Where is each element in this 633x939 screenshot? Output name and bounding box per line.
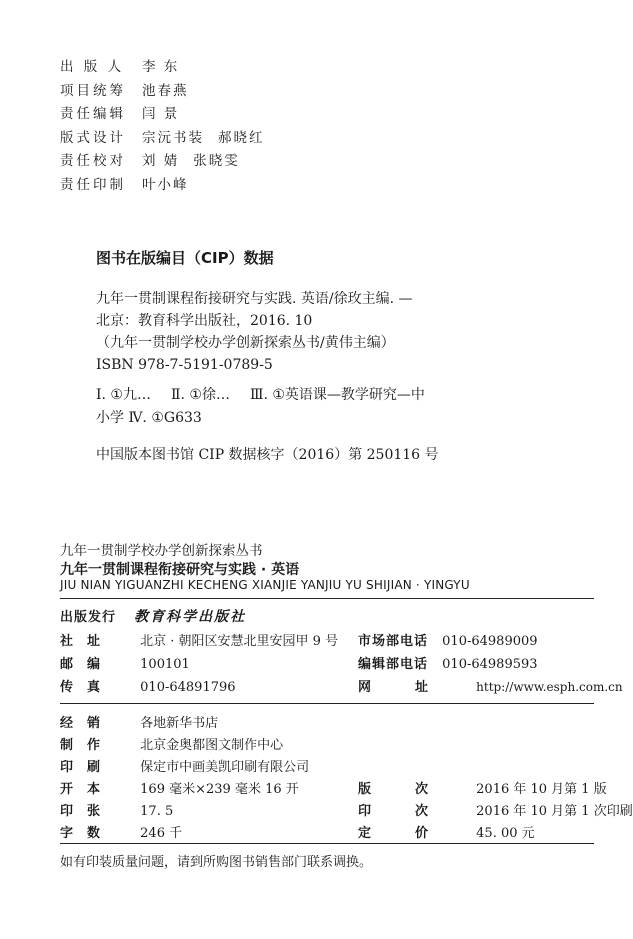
format-label: 开本 <box>60 782 115 797</box>
publisher-logo: 教育科学出版社 <box>134 609 247 625</box>
credit-name: 叶小峰 <box>142 176 189 193</box>
edition-value: 2016 年 10 月第 1 版 <box>476 782 607 797</box>
series-title: 九年一贯制学校办学创新探索丛书 <box>60 543 263 559</box>
production-value: 北京金奥都图文制作中心 <box>140 738 284 753</box>
book-title-pinyin: JIU NIAN YIGUANZHI KECHENG XIANJIE YANJIU YU SHIJIAN · YINGYU <box>60 578 470 592</box>
class-iii: Ⅲ. ①英语课—教学研究—中 <box>249 387 425 403</box>
printer-row <box>60 756 309 775</box>
market-phone-label: 市场部电话 <box>358 634 429 649</box>
sheets-row <box>60 800 173 819</box>
format-row <box>60 778 299 797</box>
editorial-phone-value: 010-64989593 <box>442 657 538 672</box>
quality-note: 如有印装质量问题，请到所购图书销售部门联系调换。 <box>60 855 373 870</box>
sheets-value: 17. 5 <box>140 804 174 819</box>
printing-value: 2016 年 10 月第 1 次印刷 <box>476 804 633 819</box>
class-ii: Ⅱ. ①徐… <box>170 387 230 403</box>
words-value: 246 千 <box>140 826 183 841</box>
cip-line: 北京：教育科学出版社，2016. 10 <box>96 313 313 329</box>
credit-row <box>60 80 279 104</box>
website-row <box>358 676 623 695</box>
words-row <box>60 822 182 841</box>
cip-line: （九年一贯制学校办学创新探索丛书/黄伟主编） <box>96 335 395 351</box>
address-row <box>60 630 338 649</box>
website-value: http://www.esph.com.cn <box>476 680 623 694</box>
sheets-label: 印张 <box>60 804 115 819</box>
cip-heading: 图书在版编目（CIP）数据 <box>96 249 274 267</box>
postcode-label: 邮编 <box>60 657 115 672</box>
price-row <box>358 822 535 841</box>
printer-value: 保定市中画美凯印刷有限公司 <box>140 760 310 775</box>
distributor-value: 各地新华书店 <box>140 716 219 731</box>
price-label: 定价 <box>358 826 473 841</box>
postcode-value: 100101 <box>140 657 190 672</box>
fax-row <box>60 676 236 695</box>
printing-label: 印次 <box>358 804 473 819</box>
credit-row <box>60 174 279 198</box>
production-label: 制作 <box>60 738 115 753</box>
website-label: 网址 <box>358 680 473 695</box>
printer-label: 印刷 <box>60 760 115 775</box>
credit-role: 责任编辑 <box>60 106 126 123</box>
book-title: 九年一贯制课程衔接研究与实践 · 英语 <box>60 562 300 578</box>
market-phone-value: 010-64989009 <box>442 634 538 649</box>
cip-check-number: 中国版本图书馆 CIP 数据核字（2016）第 250116 号 <box>96 447 439 463</box>
cip-classification <box>96 384 445 430</box>
credit-row <box>60 150 279 174</box>
printing-row <box>358 800 633 819</box>
distributor-label: 经销 <box>60 716 115 731</box>
credit-role: 出 版 人 <box>60 59 125 75</box>
credit-name: 张晓雯 <box>193 153 240 170</box>
credit-name: 宗沅书装 <box>142 129 204 146</box>
credit-name: 刘 婧 <box>142 153 180 170</box>
cip-line: 九年一贯制课程衔接研究与实践. 英语/徐玫主编. — <box>96 291 413 307</box>
market-phone-row <box>358 630 538 649</box>
divider-bottom <box>60 843 594 844</box>
fax-label: 传真 <box>60 680 115 695</box>
cip-record <box>96 288 413 376</box>
postcode-row <box>60 653 190 672</box>
cip-line: ISBN 978-7-5191-0789-5 <box>96 357 273 373</box>
credit-name: 李 东 <box>142 59 180 75</box>
price-value: 45. 00 元 <box>476 826 535 841</box>
credit-role: 责任校对 <box>60 153 126 170</box>
credit-name: 郝晓红 <box>218 129 265 146</box>
credits-list <box>60 56 279 198</box>
credit-name: 池春燕 <box>142 82 189 99</box>
credit-role: 责任印制 <box>60 176 126 193</box>
address-label: 社址 <box>60 634 115 649</box>
fax-value: 010-64891796 <box>140 680 236 695</box>
editorial-phone-label: 编辑部电话 <box>358 657 429 672</box>
publisher-label: 出版发行 <box>60 610 117 625</box>
edition-label: 版次 <box>358 782 473 797</box>
credit-row <box>60 103 279 127</box>
editorial-phone-row <box>358 653 538 672</box>
credit-row <box>60 127 279 151</box>
production-row <box>60 734 283 753</box>
format-value: 169 毫米×239 毫米 16 开 <box>140 782 299 797</box>
class-line2: 小学 Ⅳ. ①G633 <box>96 410 202 426</box>
divider-middle <box>60 703 594 704</box>
class-i: Ⅰ. ①九… <box>96 387 151 403</box>
distributor-row <box>60 712 218 731</box>
credit-name: 闫 景 <box>142 106 180 123</box>
credit-role: 项目统筹 <box>60 82 126 99</box>
credit-row <box>60 56 279 80</box>
edition-row <box>358 778 607 797</box>
address-value: 北京 · 朝阳区安慧北里安园甲 9 号 <box>140 634 339 649</box>
credit-role: 版式设计 <box>60 129 126 146</box>
divider-top <box>60 598 594 599</box>
words-label: 字数 <box>60 826 115 841</box>
publisher-row <box>60 606 246 626</box>
